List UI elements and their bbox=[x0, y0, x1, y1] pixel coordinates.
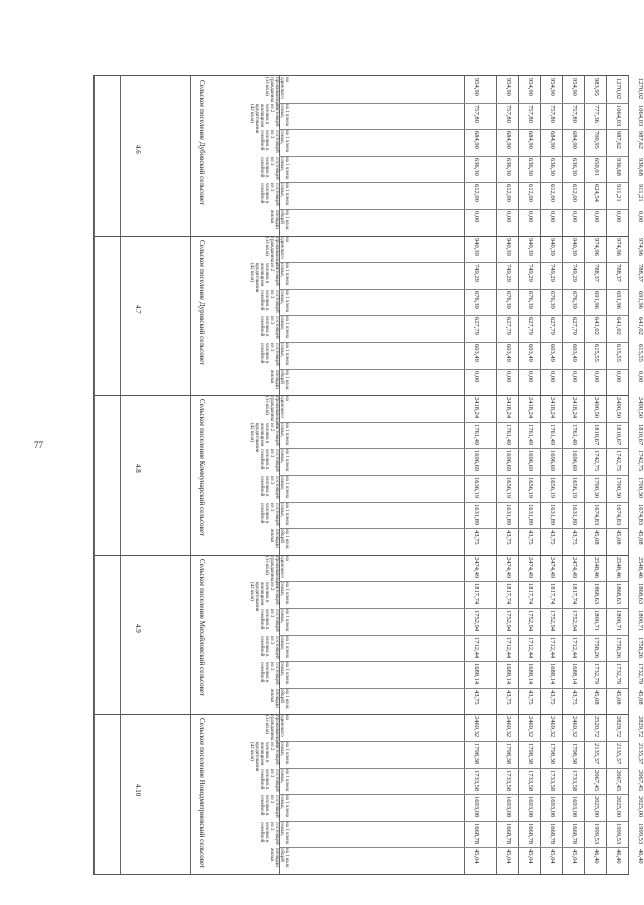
table-cell: 1999,53 bbox=[637, 822, 644, 844]
table-cell: 974,96 bbox=[637, 237, 644, 256]
table-cell: 1631,89 bbox=[505, 503, 512, 525]
table-cell: 45,08 bbox=[593, 689, 600, 705]
table-cell: 1732,79 bbox=[593, 663, 600, 685]
table-cell: 1631,89 bbox=[473, 503, 480, 525]
table-cell: 2474,49 bbox=[505, 556, 512, 578]
table-cell: 0,00 bbox=[505, 370, 512, 382]
table-cell: 2067,45 bbox=[593, 769, 600, 791]
table-cell: 987,62 bbox=[615, 131, 622, 150]
table-cell: 684,90 bbox=[571, 131, 578, 150]
table-cell: 1696,69 bbox=[549, 450, 556, 472]
table-cell: 1064,03 bbox=[615, 104, 622, 126]
row-divider bbox=[279, 741, 628, 742]
table-cell: 1817,74 bbox=[549, 583, 556, 605]
table-cell: 1674,83 bbox=[593, 503, 600, 525]
table-cell: 45,08 bbox=[637, 530, 644, 545]
row-label: на 1 члена семьи, состоящей из 2 человек в жилищном кредитовании (42 кв.м) bbox=[249, 263, 289, 293]
table-cell: 676,39 bbox=[549, 290, 556, 309]
table-cell: 650,01 bbox=[593, 157, 600, 176]
section-title: Сельское поселение Новодмитриевский сельсовет bbox=[198, 718, 206, 869]
table-cell: 1712,44 bbox=[505, 636, 512, 658]
table-cell: 1758,26 bbox=[637, 636, 644, 658]
table-cell: 954,90 bbox=[549, 78, 556, 96]
table-cell: 1688,14 bbox=[473, 663, 480, 685]
table-cell: 0,00 bbox=[473, 370, 480, 382]
table-cell: 0,00 bbox=[549, 370, 556, 382]
table-cell: 627,79 bbox=[527, 317, 534, 336]
table-cell: 1761,49 bbox=[473, 423, 480, 445]
table-cell: 1758,26 bbox=[615, 636, 622, 658]
table-cell: 788,37 bbox=[637, 264, 644, 283]
table-cell: 1693,08 bbox=[527, 796, 534, 818]
row-divider bbox=[279, 342, 628, 343]
table-cell: 757,80 bbox=[505, 104, 512, 123]
table-cell: 2829,72 bbox=[615, 716, 622, 738]
row-label: на 1 члена семьи, состоящей из 2 человек в жилищном кредитовании (42 кв.м) bbox=[249, 422, 289, 453]
table-cell: 954,90 bbox=[571, 78, 578, 96]
table-cell: 940,39 bbox=[473, 237, 480, 256]
table-cell: 2135,37 bbox=[637, 743, 644, 765]
table-cell: 940,39 bbox=[527, 237, 534, 256]
table-cell: 1999,53 bbox=[615, 822, 622, 844]
section-title: Сельское поселение Коммунарский сельсовет bbox=[198, 399, 206, 537]
table-cell: 1733,58 bbox=[549, 769, 556, 791]
table-cell: 1631,89 bbox=[527, 503, 534, 525]
table-cell: 0,00 bbox=[637, 211, 644, 223]
table-cell: 2025,00 bbox=[593, 796, 600, 818]
table-cell: 757,80 bbox=[571, 104, 578, 123]
table-cell: 788,37 bbox=[593, 264, 600, 283]
table-cell: 1798,38 bbox=[527, 743, 534, 765]
row-divider bbox=[279, 103, 628, 104]
table-cell: 1752,94 bbox=[571, 610, 578, 632]
table-cell: 1758,26 bbox=[593, 636, 600, 658]
table-cell: 1631,89 bbox=[549, 503, 556, 525]
table-cell: 2490,50 bbox=[615, 397, 622, 419]
row-label: на 1 члена семьи, состоящей из 3 человек в семейной bbox=[259, 449, 289, 473]
table-cell: 1674,83 bbox=[615, 503, 622, 525]
table-cell: 1868,63 bbox=[637, 583, 644, 605]
table-cell: 2418,24 bbox=[549, 397, 556, 419]
row-label: на 1 кв.м. общей площади жилья bbox=[269, 688, 289, 710]
table-cell: 1817,74 bbox=[571, 583, 578, 605]
row-label: на одинокого проживающего гражданина (33 кв.м) bbox=[264, 77, 289, 110]
table-cell: 1668,78 bbox=[473, 822, 480, 844]
table-cell: 603,49 bbox=[527, 344, 534, 362]
table-cell: 788,37 bbox=[615, 264, 622, 283]
row-label: на одинокого проживающего гражданина (33 кв.м) bbox=[264, 236, 289, 270]
table-cell: 1742,75 bbox=[615, 450, 622, 472]
row-label: на 1 члена семьи, состоящей из 3 человек в семейной bbox=[259, 609, 289, 632]
table-cell: 0,00 bbox=[473, 211, 480, 223]
table-cell: 1696,69 bbox=[527, 450, 534, 472]
table-cell: 615,55 bbox=[593, 344, 600, 362]
row-label: на 1 члена семьи, состоящей из 3 человек в семейной bbox=[259, 316, 289, 340]
table-cell: 2474,49 bbox=[571, 556, 578, 578]
row-label: на 1 члена семьи, состоящей из 3 человек в семейной bbox=[259, 156, 289, 180]
row-label: на одинокого проживающего гражданина (33 кв.м) bbox=[264, 396, 289, 429]
table-cell: 1693,08 bbox=[549, 796, 556, 818]
table-cell: 777,36 bbox=[593, 104, 600, 123]
row-divider bbox=[279, 475, 628, 476]
table-cell: 936,68 bbox=[615, 157, 622, 176]
table-cell: 43,75 bbox=[527, 530, 534, 545]
table-cell: 749,29 bbox=[549, 264, 556, 283]
table-cell: 0,00 bbox=[527, 370, 534, 382]
table-cell: 641,02 bbox=[615, 317, 622, 336]
table-cell: 684,90 bbox=[505, 131, 512, 150]
table-cell: 636,30 bbox=[571, 157, 578, 176]
table-cell: 603,49 bbox=[505, 344, 512, 362]
table-cell: 954,90 bbox=[505, 78, 512, 96]
row-divider bbox=[279, 608, 628, 609]
table-cell: 1742,75 bbox=[637, 450, 644, 472]
table-cell: 43,75 bbox=[571, 689, 578, 705]
table-cell: 2025,00 bbox=[615, 796, 622, 818]
table-cell: 2469,32 bbox=[527, 716, 534, 738]
table-cell: 45,04 bbox=[527, 849, 534, 865]
table-cell: 0,00 bbox=[615, 211, 622, 223]
table-cell: 2135,37 bbox=[615, 743, 622, 765]
table-cell: 1868,63 bbox=[593, 583, 600, 605]
table-cell: 1712,44 bbox=[571, 636, 578, 658]
table-cell: 1733,58 bbox=[527, 769, 534, 791]
row-label: на 1 члена семьи, состоящей из 3 человек в семейной bbox=[259, 476, 289, 499]
row-label: на одинокого проживающего гражданина (33 кв.м) bbox=[264, 555, 289, 589]
table-cell: 1733,58 bbox=[473, 769, 480, 791]
table-cell: 45,08 bbox=[615, 689, 622, 705]
table-cell: 974,96 bbox=[615, 237, 622, 256]
table-cell: 2469,32 bbox=[549, 716, 556, 738]
table-cell: 954,90 bbox=[527, 78, 534, 96]
table-cell: 1668,78 bbox=[571, 822, 578, 844]
table-cell: 1732,79 bbox=[637, 663, 644, 685]
table-cell: 0,00 bbox=[571, 211, 578, 223]
table-cell: 612,00 bbox=[571, 184, 578, 203]
table-cell: 1656,19 bbox=[527, 477, 534, 499]
table-cell: 2418,24 bbox=[473, 397, 480, 419]
table-cell: 0,00 bbox=[637, 370, 644, 382]
row-label: на 1 члена семьи, состоящей из 3 человек в семейной bbox=[259, 768, 289, 792]
table-cell: 1742,75 bbox=[593, 450, 600, 472]
table-cell: 2548,46 bbox=[637, 556, 644, 578]
row-label: на 1 члена семьи, состоящей из 3 человек в семейной bbox=[259, 635, 289, 659]
table-cell: 1688,14 bbox=[505, 663, 512, 685]
table-cell: 627,79 bbox=[505, 317, 512, 336]
table-cell: 43,75 bbox=[473, 689, 480, 705]
table-cell: 757,80 bbox=[527, 104, 534, 123]
table-cell: 1817,74 bbox=[473, 583, 480, 605]
table-cell: 1752,94 bbox=[505, 610, 512, 632]
table-cell: 1668,78 bbox=[549, 822, 556, 844]
table-cell: 1817,74 bbox=[505, 583, 512, 605]
row-label: на 1 кв.м. общей площади жилья bbox=[269, 529, 289, 550]
row-label: на 1 члена семьи, состоящей из 3 человек в семейной bbox=[259, 662, 289, 685]
table-cell: 757,80 bbox=[549, 104, 556, 123]
table-cell: 603,49 bbox=[571, 344, 578, 362]
table-cell: 641,02 bbox=[593, 317, 600, 336]
table-cell: 1752,94 bbox=[473, 610, 480, 632]
table-cell: 954,90 bbox=[473, 78, 480, 96]
table-cell: 603,49 bbox=[549, 344, 556, 362]
table-cell: 749,29 bbox=[473, 264, 480, 283]
table-cell: 940,39 bbox=[549, 237, 556, 256]
table-cell: 636,30 bbox=[549, 157, 556, 176]
row-label: на 1 члена семьи, состоящей из 3 человек в семейной bbox=[259, 183, 289, 207]
table-cell: 2025,00 bbox=[637, 796, 644, 818]
table-cell: 676,39 bbox=[571, 290, 578, 309]
table-cell: 0,00 bbox=[571, 370, 578, 382]
table-cell: 612,00 bbox=[549, 184, 556, 203]
row-divider bbox=[279, 209, 628, 210]
section-number: 4.8 bbox=[134, 464, 142, 474]
table-cell: 624,54 bbox=[593, 184, 600, 203]
section-number: 4.10 bbox=[134, 783, 142, 796]
table-cell: 684,90 bbox=[473, 131, 480, 150]
row-label: на 1 члена семьи, состоящей из 2 человек в жилищном кредитовании (42 кв.м) bbox=[249, 582, 289, 612]
row-label: на 1 члена семьи, состоящей из 2 человек в жилищном кредитовании (42 кв.м) bbox=[249, 103, 289, 134]
table-cell: 2067,45 bbox=[615, 769, 622, 791]
row-label: на 1 члена семьи, состоящей из 3 человек в семейной bbox=[259, 821, 289, 845]
section-title: Сельское поселение Дубовский сельсовет bbox=[198, 80, 206, 206]
table-cell: 2418,24 bbox=[505, 397, 512, 419]
table-cell: 1761,49 bbox=[549, 423, 556, 445]
table-cell: 1733,58 bbox=[571, 769, 578, 791]
row-label: на 1 члена семьи, состоящей из 3 человек в семейной bbox=[259, 130, 289, 153]
table-cell: 1817,74 bbox=[527, 583, 534, 605]
table-cell: 1631,89 bbox=[571, 503, 578, 525]
table-cell: 1798,38 bbox=[505, 743, 512, 765]
table-cell: 684,90 bbox=[549, 131, 556, 150]
table-cell: 1810,67 bbox=[637, 423, 644, 445]
table-cell: 1700,30 bbox=[637, 477, 644, 499]
table-cell: 627,79 bbox=[549, 317, 556, 336]
section-number: 4.9 bbox=[134, 623, 142, 633]
table-cell: 1668,78 bbox=[527, 822, 534, 844]
table-cell: 676,39 bbox=[505, 290, 512, 309]
row-label: на 1 члена семьи, состоящей из 3 человек в семейной bbox=[259, 502, 289, 526]
table-cell: 940,39 bbox=[505, 237, 512, 256]
table-cell: 2469,32 bbox=[571, 716, 578, 738]
table-cell: 1798,38 bbox=[549, 743, 556, 765]
row-label: на 1 члена семьи, состоящей из 3 человек в семейной bbox=[259, 795, 289, 818]
table-cell: 691,96 bbox=[615, 290, 622, 309]
table-cell: 1656,19 bbox=[549, 477, 556, 499]
table-cell: 1800,71 bbox=[637, 610, 644, 632]
table-cell: 987,62 bbox=[637, 131, 644, 150]
table-cell: 1712,44 bbox=[549, 636, 556, 658]
table-cell: 2490,50 bbox=[593, 397, 600, 419]
row-divider bbox=[279, 369, 628, 370]
row-label: на 1 кв.м. общей площади жилья bbox=[269, 210, 289, 231]
table-cell: 0,00 bbox=[593, 370, 600, 382]
table-cell: 1688,14 bbox=[549, 663, 556, 685]
table-cell: 983,95 bbox=[593, 78, 600, 96]
table-cell: 1810,67 bbox=[615, 423, 622, 445]
row-label: на 1 члена семьи, состоящей из 2 человек в жилищном кредитовании (42 кв.м) bbox=[249, 742, 289, 772]
table-cell: 1868,63 bbox=[615, 583, 622, 605]
row-label: на одинокого проживающего гражданина (33 кв.м) bbox=[264, 715, 289, 748]
table-cell: 1688,14 bbox=[527, 663, 534, 685]
table-cell: 46,40 bbox=[637, 849, 644, 865]
table-cell: 45,04 bbox=[549, 849, 556, 865]
table-cell: 0,00 bbox=[527, 211, 534, 223]
section-title: Сельское поселение Дуровский сельсовет bbox=[198, 239, 206, 365]
table-cell: 0,00 bbox=[549, 211, 556, 223]
row-divider bbox=[279, 156, 628, 157]
table-cell: 1668,78 bbox=[505, 822, 512, 844]
table-cell: 2520,72 bbox=[593, 716, 600, 738]
table-cell: 1656,19 bbox=[571, 477, 578, 499]
table-cell: 684,90 bbox=[527, 131, 534, 150]
table-cell: 45,04 bbox=[473, 849, 480, 865]
table-cell: 974,96 bbox=[593, 237, 600, 256]
table-cell: 1270,02 bbox=[637, 78, 644, 100]
table-cell: 636,30 bbox=[505, 157, 512, 176]
table-cell: 45,08 bbox=[593, 530, 600, 545]
page-number: 77 bbox=[34, 440, 43, 450]
table-cell: 1800,71 bbox=[615, 610, 622, 632]
table-cell: 676,39 bbox=[527, 290, 534, 309]
table-cell: 1064,03 bbox=[637, 104, 644, 126]
table-cell: 1688,14 bbox=[571, 663, 578, 685]
table-cell: 2548,46 bbox=[615, 556, 622, 578]
table-cell: 43,75 bbox=[571, 530, 578, 545]
table-cell: 0,00 bbox=[593, 211, 600, 223]
table-cell: 1798,38 bbox=[571, 743, 578, 765]
table-cell: 2548,46 bbox=[593, 556, 600, 578]
table-cell: 1752,94 bbox=[527, 610, 534, 632]
table-cell: 1696,69 bbox=[505, 450, 512, 472]
table-cell: 1752,94 bbox=[549, 610, 556, 632]
row-divider bbox=[279, 422, 628, 423]
row-label: на 1 кв.м. общей площади жилья bbox=[269, 369, 289, 390]
table-cell: 1999,53 bbox=[593, 822, 600, 844]
table-cell: 0,00 bbox=[505, 211, 512, 223]
table-cell: 1696,69 bbox=[571, 450, 578, 472]
table-cell: 43,75 bbox=[473, 530, 480, 545]
table-cell: 2829,72 bbox=[637, 716, 644, 738]
table-cell: 749,29 bbox=[527, 264, 534, 283]
table-cell: 2469,32 bbox=[505, 716, 512, 738]
row-divider bbox=[279, 502, 628, 503]
table-cell: 1761,49 bbox=[527, 423, 534, 445]
row-divider bbox=[279, 635, 628, 636]
table-cell: 627,79 bbox=[571, 317, 578, 336]
table-cell: 936,68 bbox=[637, 157, 644, 176]
row-divider bbox=[279, 768, 628, 769]
table-cell: 2474,49 bbox=[549, 556, 556, 578]
table-cell: 612,00 bbox=[473, 184, 480, 203]
table-cell: 691,96 bbox=[637, 290, 644, 309]
table-cell: 940,39 bbox=[571, 237, 578, 256]
section-number: 4.7 bbox=[134, 304, 142, 314]
table-cell: 1761,49 bbox=[505, 423, 512, 445]
table-cell: 1798,38 bbox=[473, 743, 480, 765]
table-cell: 911,21 bbox=[615, 184, 622, 203]
table-cell: 43,75 bbox=[549, 530, 556, 545]
table-cell: 615,55 bbox=[637, 344, 644, 362]
table-cell: 615,55 bbox=[615, 344, 622, 362]
table-cell: 700,95 bbox=[593, 131, 600, 150]
row-divider bbox=[279, 688, 628, 689]
table-cell: 749,29 bbox=[505, 264, 512, 283]
table-cell: 45,08 bbox=[637, 689, 644, 705]
table-cell: 1656,19 bbox=[505, 477, 512, 499]
table-cell: 43,75 bbox=[505, 689, 512, 705]
table-cell: 1712,44 bbox=[473, 636, 480, 658]
row-label: на 1 члена семьи, состоящей из 3 человек в семейной bbox=[259, 343, 289, 366]
table-cell: 1761,49 bbox=[571, 423, 578, 445]
table-cell: 2474,49 bbox=[473, 556, 480, 578]
table-cell: 1732,79 bbox=[615, 663, 622, 685]
table-cell: 641,02 bbox=[637, 317, 644, 336]
table-cell: 1636,19 bbox=[473, 477, 480, 499]
table-cell: 757,80 bbox=[473, 104, 480, 123]
table-cell: 2469,32 bbox=[473, 716, 480, 738]
table-cell: 46,40 bbox=[615, 849, 622, 865]
table-cell: 676,39 bbox=[473, 290, 480, 309]
column-divider bbox=[628, 76, 629, 874]
row-divider bbox=[279, 289, 628, 290]
table-cell: 1693,08 bbox=[505, 796, 512, 818]
row-divider bbox=[279, 821, 628, 822]
table-cell: 612,00 bbox=[505, 184, 512, 203]
table-cell: 0,00 bbox=[615, 370, 622, 382]
column-divider bbox=[94, 76, 95, 874]
rotated-table bbox=[93, 75, 644, 875]
row-label: на 1 кв.м. общей площади жилья bbox=[269, 848, 289, 869]
table-cell: 612,00 bbox=[527, 184, 534, 203]
table-cell: 1674,83 bbox=[637, 503, 644, 525]
table-cell: 46,40 bbox=[593, 849, 600, 865]
table-cell: 1700,30 bbox=[593, 477, 600, 499]
table-cell: 43,75 bbox=[549, 689, 556, 705]
table-cell: 1270,02 bbox=[615, 78, 622, 100]
table-cell: 2418,24 bbox=[527, 397, 534, 419]
table-cell: 43,75 bbox=[527, 689, 534, 705]
table-cell: 43,75 bbox=[505, 530, 512, 545]
section-title: Сельское поселение Михайловский сельсовет bbox=[198, 558, 206, 696]
table-cell: 1800,71 bbox=[593, 610, 600, 632]
table-cell: 636,30 bbox=[527, 157, 534, 176]
table-cell: 1712,44 bbox=[527, 636, 534, 658]
table-cell: 1693,08 bbox=[571, 796, 578, 818]
table-cell: 45,08 bbox=[615, 530, 622, 545]
table-cell: 627,79 bbox=[473, 317, 480, 336]
table-cell: 1733,58 bbox=[505, 769, 512, 791]
table-cell: 45,04 bbox=[571, 849, 578, 865]
table-cell: 2418,24 bbox=[571, 397, 578, 419]
table-cell: 749,29 bbox=[571, 264, 578, 283]
row-label: на 1 члена семьи, состоящей из 3 человек в семейной bbox=[259, 289, 289, 313]
table-cell: 1696,69 bbox=[473, 450, 480, 472]
section-number: 4.6 bbox=[134, 145, 142, 154]
table-cell: 2490,50 bbox=[637, 397, 644, 419]
table-cell: 691,96 bbox=[593, 290, 600, 309]
table-cell: 1693,08 bbox=[473, 796, 480, 818]
table-cell: 603,49 bbox=[473, 344, 480, 362]
table-cell: 2474,49 bbox=[527, 556, 534, 578]
table-cell: 2135,37 bbox=[593, 743, 600, 765]
table-cell: 45,04 bbox=[505, 849, 512, 865]
table-cell: 636,30 bbox=[473, 157, 480, 176]
table-cell: 1810,67 bbox=[593, 423, 600, 445]
table-cell: 2067,45 bbox=[637, 769, 644, 791]
table-cell: 911,21 bbox=[637, 184, 644, 203]
table-cell: 1700,30 bbox=[615, 477, 622, 499]
